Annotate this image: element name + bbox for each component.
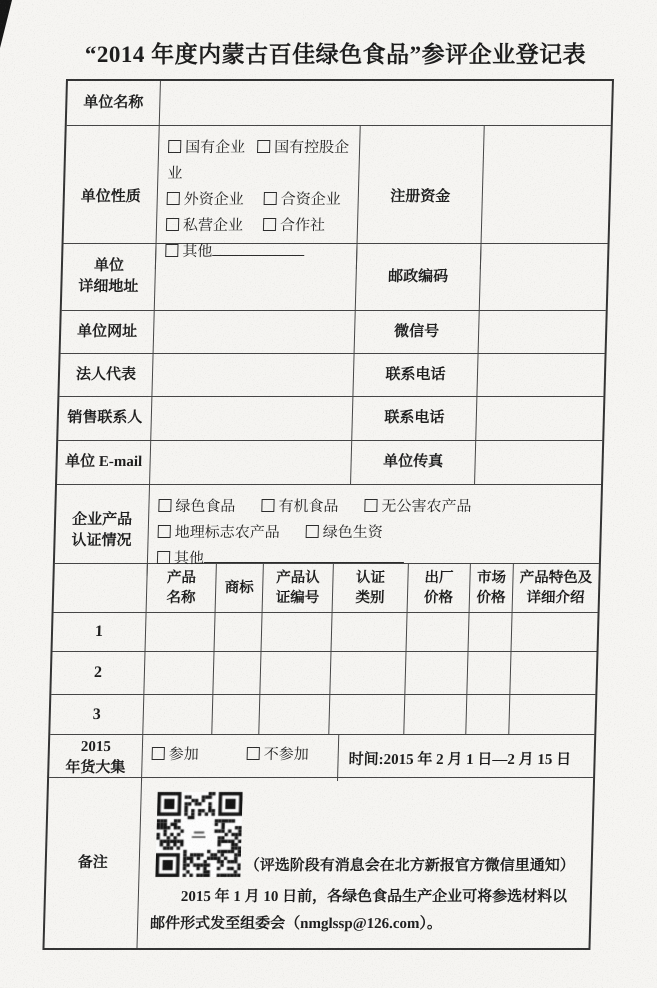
product-header-market-price: 市场 价格 xyxy=(470,564,514,612)
unit-fax-label: 单位传真 xyxy=(351,441,476,484)
checkbox-icon[interactable] xyxy=(166,218,179,231)
cert-option-line-1 xyxy=(158,494,597,520)
checkbox-option-green-food[interactable] xyxy=(158,499,235,515)
row-legal-representative xyxy=(59,354,604,397)
checkbox-icon[interactable] xyxy=(263,218,276,231)
product-2-trademark-cell[interactable] xyxy=(213,652,261,694)
nature-option-line-2 xyxy=(166,187,354,213)
checkbox-icon[interactable] xyxy=(158,499,171,512)
checkbox-option-not-join[interactable] xyxy=(247,747,309,763)
product-1-name-cell[interactable] xyxy=(146,613,216,651)
option-label: 国有企业 xyxy=(184,140,246,156)
option-label: 参加 xyxy=(168,747,199,763)
nature-option-line-1 xyxy=(167,135,358,187)
product-2-cert-number-cell[interactable] xyxy=(260,652,331,694)
nature-option-line-3 xyxy=(166,213,354,239)
option-label: 无公害农产品 xyxy=(381,499,472,515)
product-header-corner-cell xyxy=(54,564,148,612)
checkbox-icon[interactable] xyxy=(257,140,270,153)
product-header-features: 产品特色及 详细介绍 xyxy=(519,570,593,606)
checkbox-icon[interactable] xyxy=(152,747,165,760)
row-unit-email xyxy=(57,441,602,485)
checkbox-option-join[interactable] xyxy=(151,747,198,763)
unit-website-label: 单位网址 xyxy=(61,311,155,353)
option-label: 合资企业 xyxy=(280,192,341,208)
registered-capital-label: 注册资金 xyxy=(357,126,485,269)
product-2-features-cell[interactable] xyxy=(510,652,596,694)
qr-code xyxy=(155,792,242,877)
option-label: 有机食品 xyxy=(278,499,339,515)
product-3-name-cell[interactable] xyxy=(143,695,213,734)
postal-code-value-cell[interactable] xyxy=(480,244,608,310)
remark-content-cell xyxy=(137,778,593,948)
qr-row xyxy=(149,792,584,877)
legal-representative-label: 法人代表 xyxy=(59,354,153,396)
product-row-1 xyxy=(52,613,597,652)
product-2-factory-price-cell[interactable] xyxy=(405,652,468,694)
sales-contact-value-cell[interactable] xyxy=(151,397,353,440)
option-label: 合作社 xyxy=(279,218,326,234)
unit-name-label: 单位名称 xyxy=(67,81,161,125)
product-row-number: 3 xyxy=(50,695,144,734)
checkbox-icon[interactable] xyxy=(364,499,377,512)
other-fill-line[interactable] xyxy=(204,549,404,563)
unit-website-value-cell[interactable] xyxy=(154,311,356,353)
product-1-features-cell[interactable] xyxy=(512,613,598,651)
checkbox-icon[interactable] xyxy=(157,551,170,564)
row-sales-contact xyxy=(58,397,603,441)
registration-table xyxy=(42,79,614,950)
checkbox-option-green-inputs[interactable] xyxy=(306,525,383,541)
product-1-trademark-cell[interactable] xyxy=(215,613,263,651)
product-row-2 xyxy=(51,652,596,695)
row-new-year-fair xyxy=(49,735,594,778)
contact-phone-2-label: 联系电话 xyxy=(352,397,477,440)
unit-nature-label: 单位性质 xyxy=(63,126,160,269)
option-label: 外资企业 xyxy=(183,192,244,208)
row-remark xyxy=(44,778,593,948)
checkbox-option-cooperative[interactable] xyxy=(263,218,325,234)
row-certification xyxy=(55,485,601,567)
checkbox-option-state-owned[interactable] xyxy=(168,140,245,156)
contact-phone-1-value-cell[interactable] xyxy=(477,354,604,396)
product-1-cert-type-cell[interactable] xyxy=(332,613,408,651)
row-unit-address xyxy=(62,244,608,311)
option-label: 国有控股企业 xyxy=(167,140,350,182)
product-1-market-price-cell[interactable] xyxy=(469,613,513,651)
certification-options-cell xyxy=(148,485,601,576)
checkbox-icon[interactable] xyxy=(261,499,274,512)
unit-fax-value-cell[interactable] xyxy=(475,441,602,484)
product-header-name: 产品 名称 xyxy=(147,564,217,612)
option-label: 绿色食品 xyxy=(175,499,236,515)
option-label: 其他 xyxy=(173,551,205,567)
certification-label: 企业产品 认证情况 xyxy=(55,485,150,576)
qr-note-text: （评选阶段有消息会在北方新报官方微信里通知） xyxy=(244,858,575,874)
unit-address-value-cell[interactable] xyxy=(155,244,358,310)
contact-phone-1-label: 联系电话 xyxy=(353,354,478,396)
new-year-fair-label: 2015 年货大集 xyxy=(49,735,143,781)
deadline-text-prefix: 2015 年 1 月 10 日前，各绿色食品生产企业可将参选材料以邮件形式发至组委会（ xyxy=(149,889,568,932)
unit-name-value-cell[interactable] xyxy=(160,81,612,125)
contact-phone-2-value-cell[interactable] xyxy=(476,397,603,440)
checkbox-icon[interactable] xyxy=(247,747,260,760)
page-title: “2014 年度内蒙古百佳绿色食品”参评企业登记表 xyxy=(84,42,587,67)
checkbox-option-geo-indication[interactable] xyxy=(157,525,279,541)
checkbox-icon[interactable] xyxy=(306,525,319,538)
unit-address-label: 单位 详细地址 xyxy=(62,244,157,310)
deadline-text-suffix: ）。 xyxy=(419,916,443,932)
checkbox-option-private[interactable] xyxy=(166,218,243,234)
checkbox-option-joint-venture[interactable] xyxy=(264,192,341,208)
unit-email-label: 单位 E-mail xyxy=(57,441,151,484)
product-header-trademark: 商标 xyxy=(216,564,264,612)
unit-email-value-cell[interactable] xyxy=(150,441,352,484)
committee-email-text: nmglssp@126.com xyxy=(299,916,420,932)
product-2-market-price-cell[interactable] xyxy=(467,652,511,694)
row-unit-nature xyxy=(64,126,611,260)
product-row-3 xyxy=(50,695,595,735)
product-2-cert-type-cell[interactable] xyxy=(330,652,406,694)
row-unit-website xyxy=(61,311,606,354)
cert-option-line-2 xyxy=(157,520,596,546)
wechat-id-label: 微信号 xyxy=(355,311,480,353)
product-2-name-cell[interactable] xyxy=(144,652,214,694)
checkbox-icon[interactable] xyxy=(264,192,277,205)
deadline-note xyxy=(150,884,578,938)
option-label: 其他 xyxy=(182,244,213,260)
product-3-trademark-cell[interactable] xyxy=(212,695,260,734)
legal-representative-value-cell[interactable] xyxy=(152,354,354,396)
product-3-cert-number-cell[interactable] xyxy=(259,695,330,734)
remark-body xyxy=(138,778,593,938)
checkbox-option-pollution-free[interactable] xyxy=(364,499,471,515)
checkbox-icon[interactable] xyxy=(168,140,181,153)
postal-code-label: 邮政编码 xyxy=(356,244,482,310)
option-label: 私营企业 xyxy=(182,218,244,234)
checkbox-icon[interactable] xyxy=(158,525,171,538)
product-header-cert-type: 认证 类别 xyxy=(333,564,409,612)
sales-contact-label: 销售联系人 xyxy=(58,397,152,440)
checkbox-icon[interactable] xyxy=(167,192,180,205)
product-header-cert-number: 产品认 证编号 xyxy=(263,564,334,612)
option-label: 绿色生资 xyxy=(322,525,383,541)
wechat-id-value-cell[interactable] xyxy=(479,311,606,353)
product-3-cert-type-cell[interactable] xyxy=(329,695,405,734)
product-row-number: 2 xyxy=(51,652,145,694)
checkbox-option-foreign-funded[interactable] xyxy=(167,192,244,208)
product-3-factory-price-cell[interactable] xyxy=(404,695,467,734)
remark-label: 备注 xyxy=(44,778,142,948)
product-1-factory-price-cell[interactable] xyxy=(407,613,470,651)
product-1-cert-number-cell[interactable] xyxy=(262,613,333,651)
product-table-header-row xyxy=(54,564,599,613)
checkbox-option-organic-food[interactable] xyxy=(261,499,338,515)
product-3-market-price-cell[interactable] xyxy=(466,695,510,734)
option-label: 地理标志农产品 xyxy=(174,525,280,541)
option-label: 不参加 xyxy=(263,747,309,763)
new-year-fair-options-cell xyxy=(142,735,339,781)
product-3-features-cell[interactable] xyxy=(509,695,595,734)
row-unit-name xyxy=(67,81,612,126)
fair-time-text: 时间:2015 年 2 月 1 日—2 月 15 日 xyxy=(348,751,572,768)
product-header-factory-price: 出厂 价格 xyxy=(408,564,471,612)
product-row-number: 1 xyxy=(53,613,147,651)
